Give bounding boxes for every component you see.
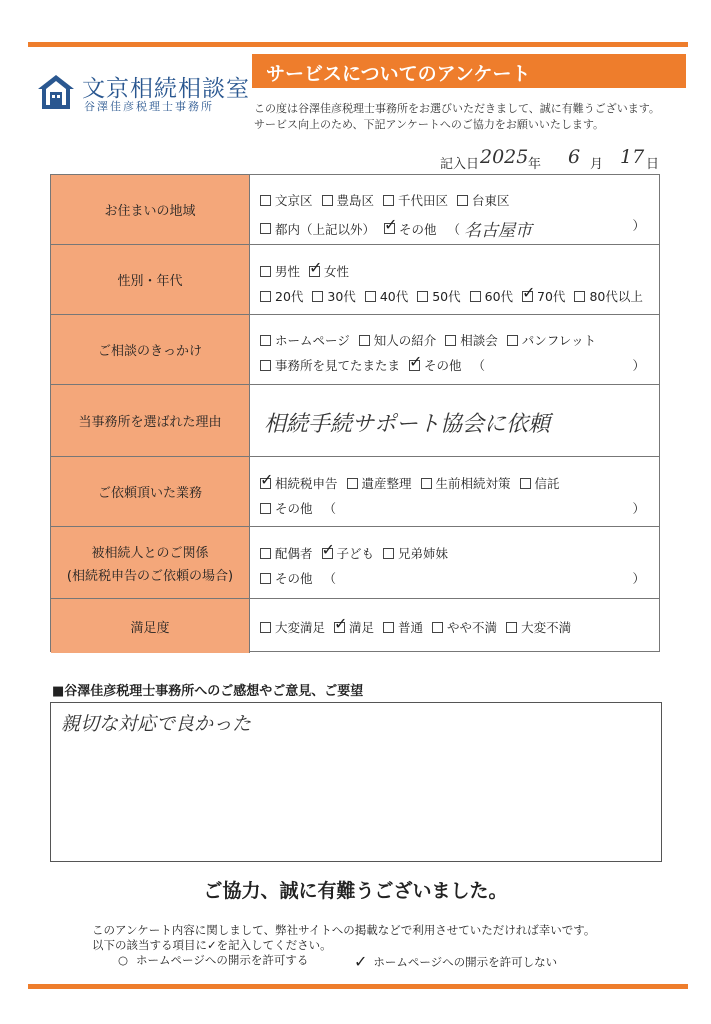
option-rows-relation-line1-2[interactable]: [383, 544, 448, 562]
row-label: [51, 527, 250, 598]
option-rows-trigger-line1-1[interactable]: [359, 331, 437, 349]
option-rows-gender_age-line2-0[interactable]: [260, 287, 303, 305]
option-label: 信託: [534, 476, 560, 491]
option-rows-relation-line1-1[interactable]: [322, 544, 375, 562]
option-label: 40代: [379, 289, 409, 304]
option-label: その他: [424, 358, 462, 373]
option-label: 相談会: [460, 333, 498, 348]
option-rows-gender_age-line2-6[interactable]: [574, 287, 642, 305]
survey-title: サービスについてのアンケート: [266, 63, 531, 85]
row-region: [51, 175, 659, 245]
option-label: 生前相続対策: [435, 476, 511, 491]
footer-line-1: このアンケート内容に関しまして、弊社サイトへの掲載などで利用させていただければ幸いです。: [92, 923, 596, 937]
date-year-unit: 年: [528, 157, 542, 172]
checkbox-icon[interactable]: [322, 195, 333, 206]
checkbox-icon[interactable]: [421, 478, 432, 489]
option-label: 知人の紹介: [373, 333, 437, 348]
row-relation: [51, 527, 659, 599]
consent-deny-mark: ✓: [354, 952, 368, 971]
checkbox-icon[interactable]: [347, 478, 358, 489]
row-reason: [51, 385, 659, 457]
checkbox-icon[interactable]: [507, 335, 518, 346]
thanks-message: ご協力、誠に有難うございました。: [203, 880, 508, 902]
footer-line-2: 以下の該当する項目に✓を記入してください。: [92, 938, 332, 952]
trigger-other-open: （: [472, 358, 486, 373]
checkbox-icon[interactable]: [383, 195, 394, 206]
option-rows-gender_age-line2-3[interactable]: [417, 287, 460, 305]
checkbox-icon[interactable]: [322, 548, 333, 559]
checkbox-icon[interactable]: [409, 360, 420, 371]
feedback-box[interactable]: [50, 702, 662, 862]
option-rows-trigger-line1-2[interactable]: [445, 331, 498, 349]
option-rows-service-line1-1[interactable]: [347, 474, 412, 492]
option-rows-satisfaction-line1-4[interactable]: [506, 618, 571, 636]
checkbox-icon[interactable]: [445, 335, 456, 346]
option-rows-region-line2-1[interactable]: [384, 220, 437, 238]
consent-allow[interactable]: [118, 952, 308, 968]
consent-deny[interactable]: [354, 952, 557, 971]
option-rows-gender_age-line2-1[interactable]: [312, 287, 355, 305]
option-label: 男性: [275, 264, 301, 279]
option-label: パンフレット: [521, 333, 597, 348]
date-month-unit: 月: [590, 157, 604, 172]
entry-date: [440, 148, 690, 174]
date-month: 6: [568, 146, 581, 168]
checkbox-icon[interactable]: [383, 548, 394, 559]
option-rows-satisfaction-line1-1[interactable]: [334, 618, 374, 636]
row-label: お住まいの地域: [51, 175, 250, 244]
row-label-note: (相続税申告のご依頼の場合): [66, 568, 234, 584]
checkbox-icon[interactable]: [260, 335, 271, 346]
checkbox-icon[interactable]: [432, 622, 443, 633]
checkbox-icon[interactable]: [574, 291, 585, 302]
option-rows-gender_age-line2-5[interactable]: [522, 287, 565, 305]
consent-deny-label: ホームページへの開示を許可しない: [373, 954, 558, 969]
feedback-value: 親切な対応で良かった: [61, 713, 252, 735]
checkbox-icon[interactable]: [260, 266, 271, 277]
date-label: 記入日: [440, 157, 480, 172]
option-rows-gender_age-line1-1[interactable]: [309, 262, 349, 280]
checkbox-icon[interactable]: [260, 223, 271, 234]
option-rows-region-line1-3[interactable]: [457, 191, 510, 209]
option-rows-trigger-line1-3[interactable]: [507, 331, 596, 349]
checkbox-icon[interactable]: [506, 622, 517, 633]
option-label: 女性: [324, 264, 350, 279]
option-label: その他: [275, 571, 313, 586]
service-other-open: （: [323, 501, 337, 516]
checkbox-icon[interactable]: [260, 548, 271, 559]
checkbox-icon[interactable]: [384, 223, 395, 234]
option-rows-region-line1-2[interactable]: [383, 191, 448, 209]
option-label: 子ども: [336, 546, 375, 561]
option-label: 豊島区: [336, 193, 375, 208]
option-rows-region-line1-0[interactable]: [260, 191, 313, 209]
option-label: やや不満: [447, 620, 498, 635]
top-rule: [28, 42, 688, 47]
bottom-rule: [28, 984, 688, 989]
option-rows-trigger-line1-0[interactable]: [260, 331, 350, 349]
checkbox-icon[interactable]: [470, 291, 481, 302]
option-label: 台東区: [472, 193, 510, 208]
checkbox-icon[interactable]: [520, 478, 531, 489]
option-rows-gender_age-line2-2[interactable]: [365, 287, 408, 305]
checkbox-icon[interactable]: [260, 195, 271, 206]
option-rows-trigger-line2-1[interactable]: [409, 356, 462, 374]
date-day: 17: [620, 146, 645, 168]
option-rows-gender_age-line1-0[interactable]: [260, 262, 300, 280]
intro-line-2: サービス向上のため、下記アンケートへのご協力をお願いいたします。: [254, 118, 605, 131]
checkbox-icon[interactable]: [417, 291, 428, 302]
checkbox-icon[interactable]: [334, 622, 345, 633]
checkbox-icon[interactable]: [522, 291, 533, 302]
option-rows-satisfaction-line1-0[interactable]: [260, 618, 325, 636]
checkbox-icon[interactable]: [260, 360, 271, 371]
option-label: その他: [275, 501, 313, 516]
option-rows-trigger-line2-0[interactable]: [260, 356, 400, 374]
option-rows-region-line2-0[interactable]: [260, 220, 375, 238]
region-other-value: 名古屋市: [464, 221, 533, 241]
region-other-close: ）: [632, 218, 645, 233]
checkbox-icon[interactable]: [260, 622, 271, 633]
checkbox-icon[interactable]: [365, 291, 376, 302]
survey-title-banner: [252, 54, 686, 88]
option-label: 20代: [275, 289, 304, 304]
option-label: 都内（上記以外）: [275, 221, 376, 237]
option-rows-region-line1-1[interactable]: [322, 191, 375, 209]
row-label: ご相談のきっかけ: [51, 315, 250, 384]
option-rows-service-line1-2[interactable]: [421, 474, 511, 492]
option-label: 遺産整理: [361, 476, 412, 491]
date-year: 2025: [480, 146, 529, 168]
row-service: [51, 457, 659, 527]
row-trigger: [51, 315, 659, 385]
survey-table: [50, 174, 660, 652]
checkbox-icon[interactable]: [260, 291, 271, 302]
checkbox-icon[interactable]: [457, 195, 468, 206]
option-label: 事務所を見てたまたま: [275, 358, 401, 373]
option-label: 大変満足: [275, 620, 326, 635]
checkbox-icon[interactable]: [312, 291, 323, 302]
region-other-open: （: [447, 221, 461, 237]
consent-allow-label: ホームページへの開示を許可する: [136, 953, 309, 967]
feedback-heading: ■谷澤佳彦税理士事務所へのご感想やご意見、ご要望: [52, 684, 364, 699]
option-rows-service-line1-3[interactable]: [520, 474, 560, 492]
trigger-other-close: ）: [632, 358, 645, 373]
option-label: 兄弟姉妹: [398, 546, 449, 561]
option-rows-service-line1-0[interactable]: [260, 474, 338, 492]
option-label: ホームページ: [275, 333, 350, 348]
option-rows-relation-line1-0[interactable]: [260, 544, 313, 562]
relation-other-open: （: [323, 571, 337, 586]
option-label: その他: [399, 221, 437, 237]
option-rows-satisfaction-line1-3[interactable]: [432, 618, 497, 636]
option-label: 千代田区: [398, 193, 449, 208]
checkbox-icon[interactable]: [260, 503, 271, 514]
checkbox-icon[interactable]: [260, 573, 271, 584]
option-label: 大変不満: [521, 620, 572, 635]
consent-allow-mark: ○: [118, 953, 129, 967]
date-day-unit: 日: [646, 157, 660, 172]
reason-value: 相続手続サポート協会に依頼: [264, 412, 551, 437]
option-rows-relation-line2-0[interactable]: [260, 569, 313, 587]
option-rows-gender_age-line2-4[interactable]: [470, 287, 513, 305]
checkbox-icon[interactable]: [359, 335, 370, 346]
checkbox-icon[interactable]: [309, 266, 320, 277]
option-label: 普通: [398, 620, 424, 635]
option-rows-service-line2-0[interactable]: [260, 499, 313, 517]
checkbox-icon[interactable]: [383, 622, 394, 633]
row-label: 性別・年代: [51, 245, 250, 314]
logo-subtitle: 谷澤佳彦税理士事務所: [84, 100, 214, 113]
option-label: 80代以上: [589, 289, 643, 304]
intro-line-1: この度は谷澤佳彦税理士事務所をお選びいただきまして、誠に有難うございます。: [254, 102, 660, 115]
row-label: 満足度: [51, 599, 250, 653]
relation-other-close: ）: [632, 571, 645, 586]
option-label: 70代: [537, 289, 566, 304]
service-other-close: ）: [632, 501, 645, 516]
row-label: ご依頼頂いた業務: [51, 457, 250, 526]
option-label: 満足: [349, 620, 375, 635]
option-label: 30代: [327, 289, 356, 304]
row-label: 当事務所を選ばれた理由: [51, 385, 250, 456]
row-satisfaction: [51, 599, 659, 653]
option-label: 文京区: [275, 193, 313, 208]
checkbox-icon[interactable]: [260, 478, 271, 489]
house-icon: [36, 72, 76, 112]
row-label-main: 被相続人とのご関係: [91, 545, 209, 561]
option-rows-satisfaction-line1-2[interactable]: [383, 618, 423, 636]
logo: [36, 70, 250, 114]
option-label: 配偶者: [275, 546, 313, 561]
option-label: 60代: [484, 289, 514, 304]
row-gender-age: [51, 245, 659, 315]
option-label: 相続税申告: [275, 476, 338, 491]
logo-name: 文京相続相談室: [82, 76, 250, 102]
option-label: 50代: [432, 289, 461, 304]
